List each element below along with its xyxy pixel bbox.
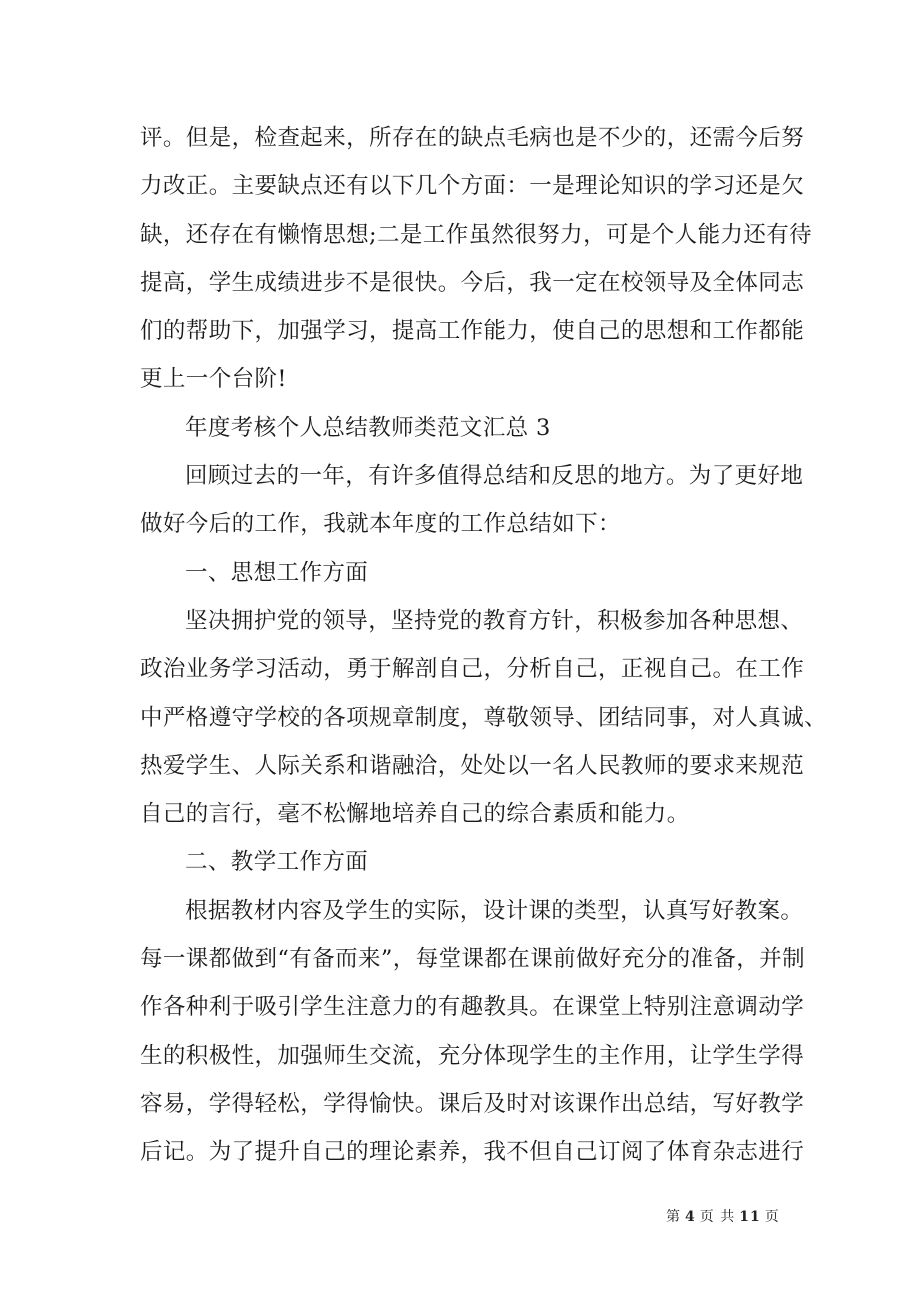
text-line: 们的帮助下，加强学习，提高工作能力，使自己的思想和工作都能 (140, 318, 805, 345)
text-line: 提高，学生成绩进步不是很快。今后，我一定在校领导及全体同志 (140, 269, 805, 296)
footer-middle: 页 共 (699, 1209, 736, 1225)
text-line: 中严格遵守学校的各项规章制度，尊敬领导、团结同事，对人真诚、 (140, 704, 828, 731)
text-line: 缺，还存在有懒惰思想;二是工作虽然很努力，可是个人能力还有待 (140, 221, 813, 248)
text-line: 作各种利于吸引学生注意力的有趣教具。在课堂上特别注意调动学 (140, 994, 805, 1021)
text-line: 回顾过去的一年，有许多值得总结和反思的地方。为了更好地 (185, 463, 804, 490)
text-line: 容易，学得轻松，学得愉快。课后及时对该课作出总结，写好教学 (140, 1090, 805, 1117)
text-line: 自己的言行，毫不松懈地培养自己的综合素质和能力。 (140, 801, 690, 828)
text-line: 评。但是，检查起来，所存在的缺点毛病也是不少的，还需今后努 (140, 125, 805, 151)
page-number (666, 1206, 780, 1226)
text-line: 根据教材内容及学生的实际，设计课的类型，认真写好教案。 (185, 897, 804, 924)
text-line: 做好今后的工作，我就本年度的工作总结如下： (140, 511, 621, 538)
text-line: 生的积极性，加强师生交流，充分体现学生的主作用，让学生学得 (140, 1042, 805, 1069)
text-line: 坚决拥护党的领导，坚持党的教育方针，积极参加各种思想、 (185, 607, 804, 634)
text-line: 更上一个台阶! (140, 366, 287, 393)
text-line: 后记。为了提升自己的理论素养，我不但自己订阅了体育杂志进行 (140, 1139, 805, 1166)
text-line: 热爱学生、人际关系和谐融洽，处处以一名人民教师的要求来规范 (140, 752, 805, 779)
footer-suffix: 页 (764, 1209, 780, 1225)
total-pages-number: 11 (739, 1209, 761, 1225)
text-line: 年度考核个人总结教师类范文汇总 3 (185, 414, 551, 441)
current-page-number: 4 (685, 1209, 696, 1225)
text-line: 政治业务学习活动，勇于解剖自己，分析自己，正视自己。在工作 (140, 656, 805, 683)
text-line: 一、思想工作方面 (185, 559, 369, 586)
text-line: 二、教学工作方面 (185, 849, 369, 876)
text-line: 每一课都做到“有备而来”，每堂课都在课前做好充分的准备，并制 (140, 946, 806, 973)
text-line: 力改正。主要缺点还有以下几个方面：一是理论知识的学习还是欠 (140, 173, 805, 200)
document-body (140, 114, 828, 1177)
footer-prefix: 第 (666, 1209, 681, 1225)
